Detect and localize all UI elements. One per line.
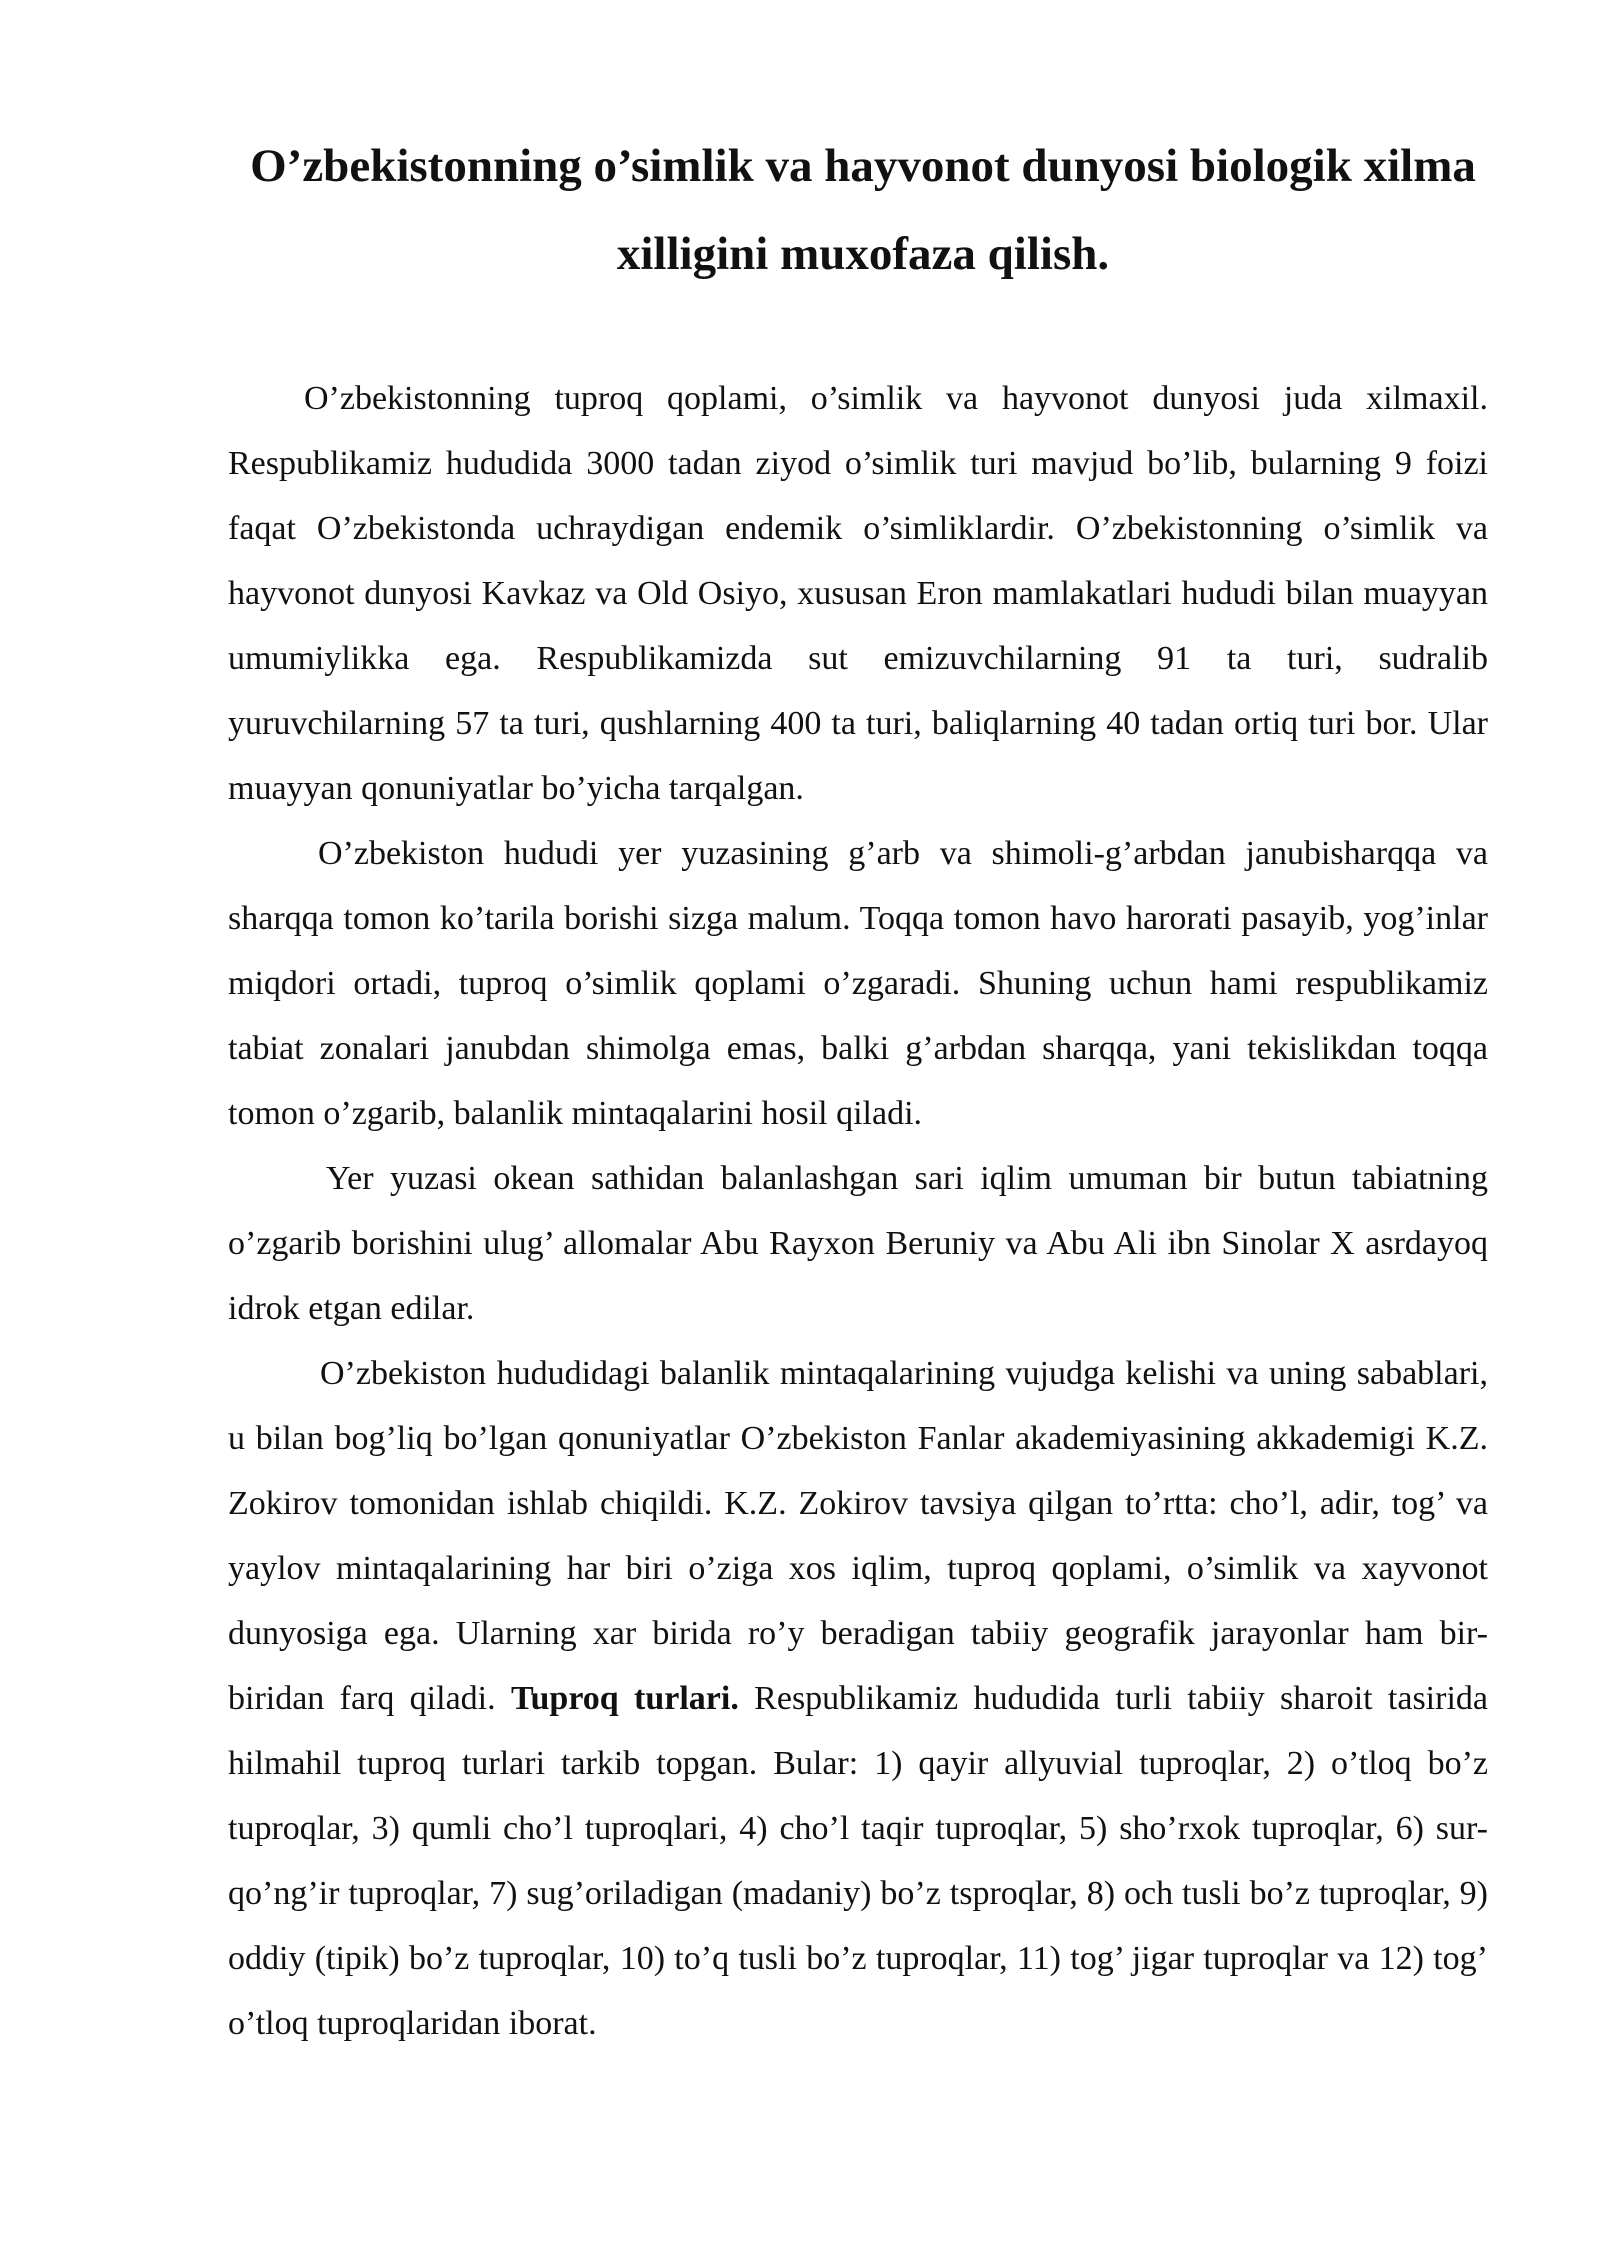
paragraph-relief-zones: O’zbekiston hududi yer yuzasining g’arb va shimoli-g’arbdan janubisharqqa va sharqqa tomon ko’tarila borishi sizga malum. Toqqa tomon havo harorati pasayib, yog’inlar miqdori ortadi, tuproq o’simlik qoplami o’zgaradi. Shuning uchun hami respublikamiz tabiat zonalari janubdan shimolga emas, balki g’arbdan sharqqa, yani tekislikdan toqqa tomon o’zgarib, balanlik mintaqalarini hosil qiladi. xyxy=(228,835,1488,1132)
paragraph-scholars: Yer yuzasi okean sathidan balanlashgan sari iqlim umuman bir butun tabiatning o’zgarib borishini ulug’ allomalar Abu Rayxon Beruniy va Abu Ali ibn Sinolar X asrdayoq idrok etgan edilar. xyxy=(228,1160,1488,1327)
paragraph-altitude-belts-soils xyxy=(228,1341,1488,2056)
paragraph-flora-fauna-overview: O’zbekistonning tuproq qoplami, o’simlik va hayvonot dunyosi juda xilmaxil. Respublikamiz hududida 3000 tadan ziyod o’simlik turi mavjud bo’lib, bularning 9 foizi faqat O’zbekistonda uchraydigan endemik o’simliklardir. O’zbekistonning o’simlik va hayvonot dunyosi Kavkaz va Old Osiyo, xususan Eron mamlakatlari hududi bilan muayyan umumiylikka ega. Respublikamizda sut emizuvchilarning 91 ta turi, sudralib yuruvchilarning 57 ta turi, qushlarning 400 ta turi, baliqlarning 40 tadan ortiq turi bor. Ular muayyan qonuniyatlar bo’yicha tarqalgan. xyxy=(228,380,1488,807)
document-body xyxy=(228,366,1488,2056)
soil-types-list-text: Respublikamiz hududida turli tabiiy sharoit tasirida hilmahil tuproq turlari tarkib topgan. Bular: 1) qayir allyuvial tuproqlar, 2) o’tloq bo’z tuproqlar, 3) qumli cho’l tuproqlari, 4) cho’l taqir tuproqlar, 5) sho’rxok tuproqlar, 6) sur-qo’ng’ir tuproqlar, 7) sug’oriladigan (madaniy) bo’z tsproqlar, 8) och tusli bo’z tuproqlar, 9) oddiy (tipik) bo’z tuproqlar, 10) to’q tusli bo’z tuproqlar, 11) tog’ jigar tuproqlar va 12) tog’ o’tloq tuproqlaridan iborat. xyxy=(228,1680,1488,2042)
soil-types-heading: Tuproq turlari. xyxy=(510,1680,739,1717)
document-title: O’zbekistonning o’simlik va hayvonot dunyosi biologik xilma xilligini muxofaza qilish. xyxy=(250,140,1476,280)
paragraph-altitude-belts-text: O’zbekiston hududidagi balanlik mintaqalarining vujudga kelishi va uning sabablari, u bilan bog’liq bo’lgan qonuniyatlar O’zbekiston Fanlar akademiyasining akkademigi K.Z. Zokirov tomonidan ishlab chiqildi. K.Z. Zokirov tavsiya qilgan to’rtta: cho’l, adir, tog’ va yaylov mintaqalarining har biri o’ziga xos iqlim, tuproq qoplami, o’simlik va xayvonot dunyosiga ega. Ularning xar birida ro’y beradigan tabiiy geografik jarayonlar ham bir-biridan farq qiladi. xyxy=(228,1355,1488,1717)
